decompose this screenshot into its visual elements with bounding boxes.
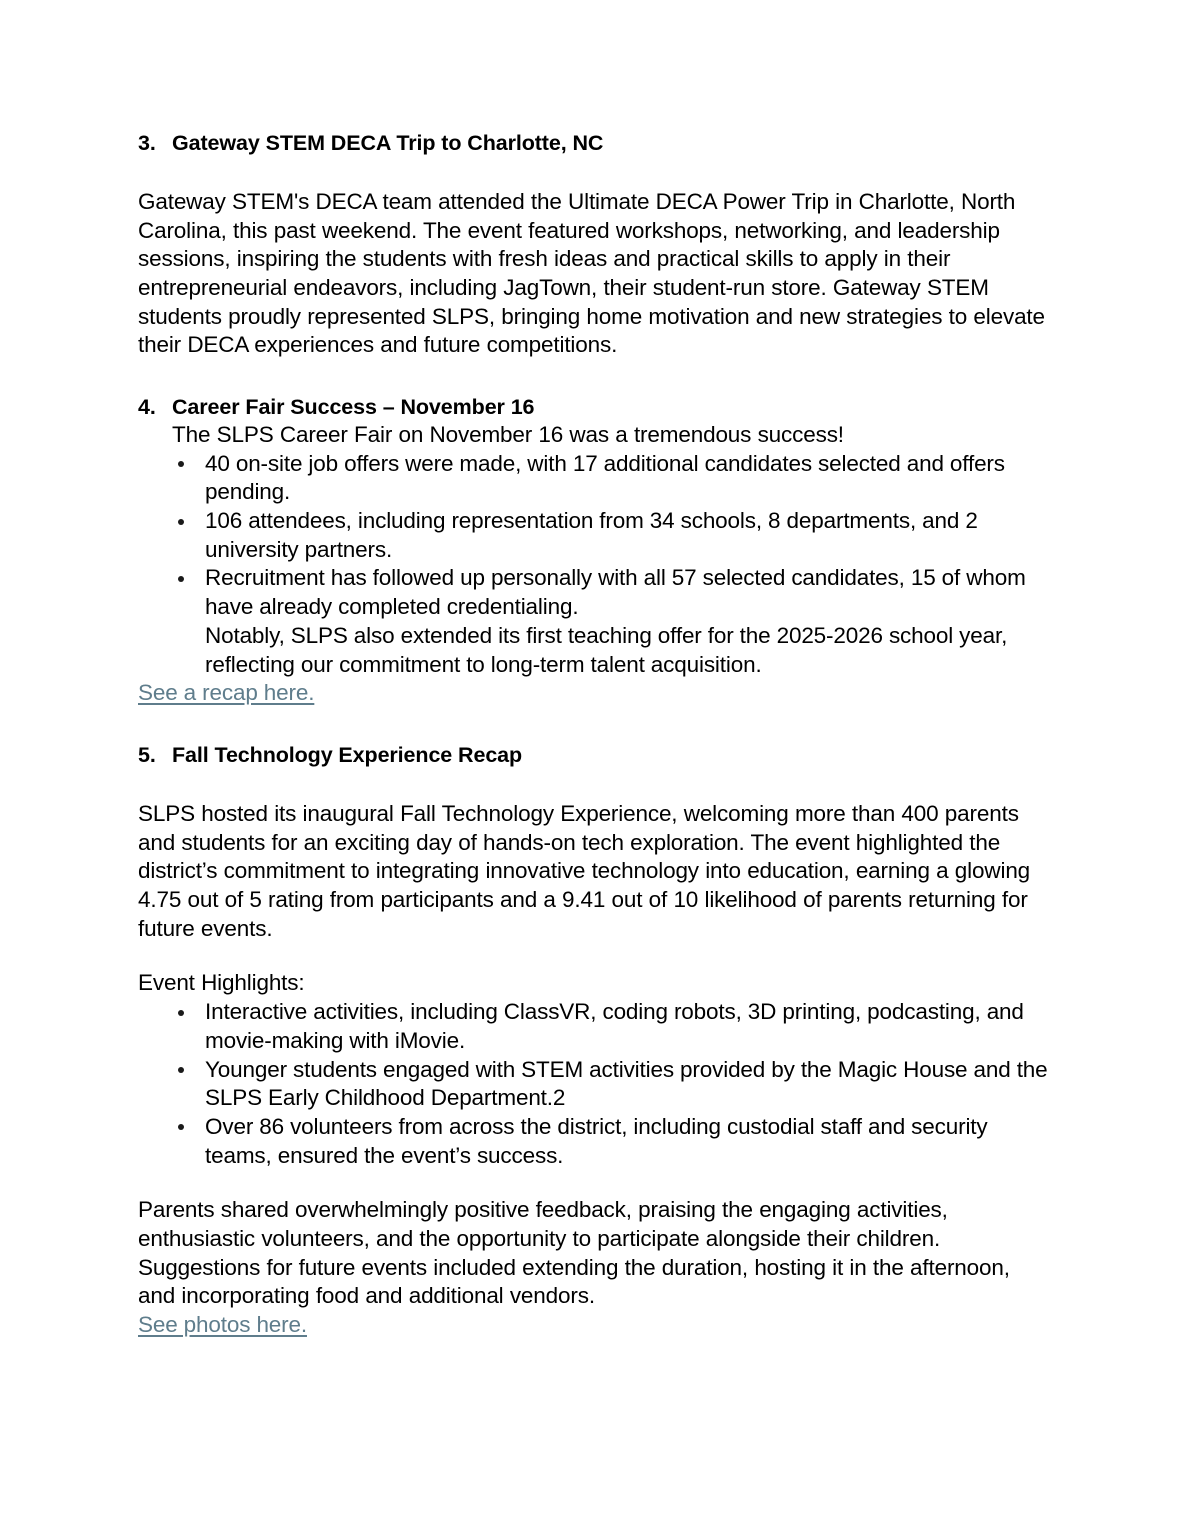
spacer — [138, 360, 1050, 394]
list-item-text: Recruitment has followed up personally with all 57 selected candidates, 15 of whom have already completed credentialing. — [205, 565, 1026, 620]
bullet-dot-icon — [178, 576, 184, 582]
section-4-trailing-note: Notably, SLPS also extended its first teaching offer for the 2025-2026 school year, reflecting our commitment to long-term talent acquisition. — [205, 622, 1008, 677]
bullet-dot-icon — [178, 1067, 184, 1073]
section-5-closing-paragraph: Parents shared overwhelmingly positive feedback, praising the engaging activities, enthusiastic volunteers, and the opportunity to participate alongside their children. Suggestions for future events included extending the duration, hosting it in the afternoon, and incorporating food and additional vendors. — [138, 1197, 1010, 1309]
list-item — [138, 1056, 1050, 1113]
section-5-bullet-list — [138, 998, 1050, 1170]
list-item — [138, 1113, 1050, 1170]
see-a-recap-here-link[interactable]: See a recap here. — [138, 680, 315, 706]
section-4-intro: The SLPS Career Fair on November 16 was a tremendous success! — [172, 421, 844, 447]
section-5-heading — [138, 742, 1050, 769]
section-5-link-line — [138, 1311, 1050, 1340]
list-item — [138, 450, 1050, 507]
list-item-text: Younger students engaged with STEM activities provided by the Magic House and the SLPS Early Childhood Department.2 — [205, 1056, 1048, 1111]
see-photos-here-link[interactable]: See photos here. — [138, 1312, 307, 1338]
section-3-heading-text: Gateway STEM DECA Trip to Charlotte, NC — [172, 131, 604, 155]
bullet-dot-icon — [178, 519, 184, 525]
list-item-text: 40 on-site job offers were made, with 17 additional candidates selected and offers pending. — [205, 450, 1005, 505]
section-3-heading — [138, 130, 1050, 157]
event-highlights-label: Event Highlights: — [138, 970, 305, 996]
section-4-heading — [138, 394, 1050, 421]
spacer — [138, 157, 1050, 188]
spacer — [138, 769, 1050, 800]
spacer — [138, 943, 1050, 969]
section-4-heading-text: Career Fair Success – November 16 — [172, 395, 535, 420]
list-item-text: Over 86 volunteers from across the district, including custodial staff and security teams, ensured the event’s success. — [205, 1113, 988, 1168]
section-3-number: 3. — [138, 131, 156, 155]
list-item-text: Interactive activities, including ClassVR, coding robots, 3D printing, podcasting, and movie-making with iMovie. — [205, 999, 1024, 1053]
spacer — [138, 708, 1050, 742]
spacer — [138, 1170, 1050, 1196]
section-4-link-line — [138, 679, 1050, 708]
list-item — [138, 564, 1050, 621]
bullet-dot-icon — [178, 1010, 184, 1016]
bullet-dot-icon — [178, 1124, 184, 1130]
section-4-bullet-list — [138, 450, 1050, 622]
section-5-number: 5. — [138, 743, 156, 767]
section-5-paragraph: SLPS hosted its inaugural Fall Technology Experience, welcoming more than 400 parents and students for an exciting day of hands-on tech exploration. The event highlighted the district’s commitment to integrating innovative technology into education, earning a glowing 4.75 out of 5 rating from participants and a 9.41 out of 10 likelihood of parents returning for future events. — [138, 800, 1031, 941]
section-4-number: 4. — [138, 395, 156, 420]
list-item — [138, 998, 1050, 1055]
list-item-text: 106 attendees, including representation from 34 schools, 8 departments, and 2 university partners. — [205, 508, 978, 562]
list-item — [138, 507, 1050, 564]
section-3-paragraph: Gateway STEM's DECA team attended the Ultimate DECA Power Trip in Charlotte, North Carolina, this past weekend. The event featured workshops, networking, and leadership sessions, inspiring the students with fresh ideas and practical skills to apply in their entrepreneurial endeavors, including JagTown, their student-run store. Gateway STEM students proudly represented SLPS, bringing home motivation and new strategies to elevate their DECA experiences and future competitions. — [138, 188, 1045, 358]
section-5-heading-text: Fall Technology Experience Recap — [172, 743, 523, 767]
bullet-dot-icon — [178, 461, 184, 467]
